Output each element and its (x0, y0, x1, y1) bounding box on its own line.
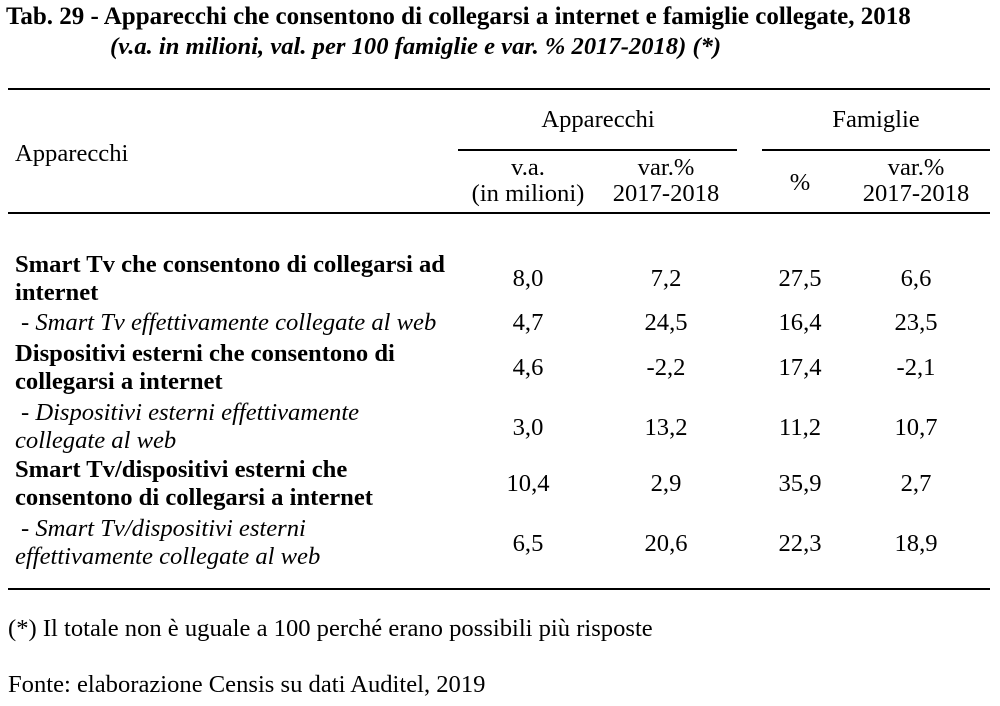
cell-famiglie-pct: 35,9 (778, 470, 822, 497)
cell-famiglie-var: 6,6 (900, 265, 932, 292)
column-header-line: % (789, 169, 811, 196)
table-row (0, 399, 1000, 457)
cell-apparecchi-va: 6,5 (512, 530, 544, 557)
cell-famiglie-var: 10,7 (894, 414, 938, 441)
column-header-line: var.% (637, 154, 695, 181)
table-row (0, 456, 1000, 514)
bottom-rule (8, 588, 990, 590)
header-rule (8, 212, 990, 214)
cell-apparecchi-va: 3,0 (512, 414, 544, 441)
cell-apparecchi-va: 4,7 (512, 309, 544, 336)
row-label: - Dispositivi esterni effettivamente (21, 399, 360, 426)
cell-apparecchi-var: 13,2 (644, 414, 688, 441)
cell-apparecchi-var: 20,6 (644, 530, 688, 557)
column-header-line: v.a. (511, 154, 545, 181)
cell-famiglie-pct: 16,4 (778, 309, 822, 336)
cell-apparecchi-var: 2,9 (650, 470, 682, 497)
row-label: collegate al web (15, 427, 177, 454)
cell-famiglie-pct: 27,5 (778, 265, 822, 292)
top-rule (8, 88, 990, 90)
cell-apparecchi-var: 7,2 (650, 265, 682, 292)
cell-apparecchi-var: -2,2 (646, 354, 686, 381)
group-underline-famiglie (762, 149, 990, 151)
row-label: consentono di collegarsi a internet (15, 484, 373, 511)
footnote: (*) Il totale non è uguale a 100 perché erano possibili più risposte (8, 615, 653, 642)
cell-famiglie-var: 2,7 (900, 470, 932, 497)
column-group-famiglie: Famiglie (832, 106, 920, 133)
cell-famiglie-var: -2,1 (896, 354, 936, 381)
group-underline-apparecchi (458, 149, 737, 151)
cell-famiglie-var: 23,5 (894, 309, 938, 336)
cell-apparecchi-va: 8,0 (512, 265, 544, 292)
column-header-line: 2017-2018 (612, 180, 720, 207)
cell-famiglie-pct: 17,4 (778, 354, 822, 381)
column-header-line: var.% (887, 154, 945, 181)
column-group-apparecchi: Apparecchi (541, 106, 655, 133)
cell-famiglie-var: 18,9 (894, 530, 938, 557)
column-header-line: (in milioni) (471, 180, 585, 207)
row-label: internet (15, 279, 99, 306)
row-label: Smart Tv che consentono di collegarsi ad (15, 251, 445, 278)
cell-apparecchi-var: 24,5 (644, 309, 688, 336)
row-label: collegarsi a internet (15, 368, 223, 395)
cell-apparecchi-va: 10,4 (506, 470, 550, 497)
table-title: Tab. 29 - Apparecchi che consentono di collegarsi a internet e famiglie collegate, 2018 (6, 3, 911, 30)
row-label: - Smart Tv/dispositivi esterni (21, 515, 306, 542)
table-subtitle: (v.a. in milioni, val. per 100 famiglie e var. % 2017-2018) (*) (110, 33, 722, 60)
source-note: Fonte: elaborazione Censis su dati Auditel, 2019 (8, 671, 486, 698)
table-row (0, 515, 1000, 573)
row-label: Dispositivi esterni che consentono di (15, 340, 395, 367)
row-header-label: Apparecchi (15, 140, 129, 167)
cell-famiglie-pct: 22,3 (778, 530, 822, 557)
cell-famiglie-pct: 11,2 (778, 414, 822, 441)
row-label: effettivamente collegate al web (15, 543, 321, 570)
table-row (0, 340, 1000, 398)
row-label: Smart Tv/dispositivi esterni che (15, 456, 348, 483)
cell-apparecchi-va: 4,6 (512, 354, 544, 381)
column-header-line: 2017-2018 (862, 180, 970, 207)
row-label: - Smart Tv effettivamente collegate al web (21, 309, 437, 336)
table-row (0, 251, 1000, 309)
